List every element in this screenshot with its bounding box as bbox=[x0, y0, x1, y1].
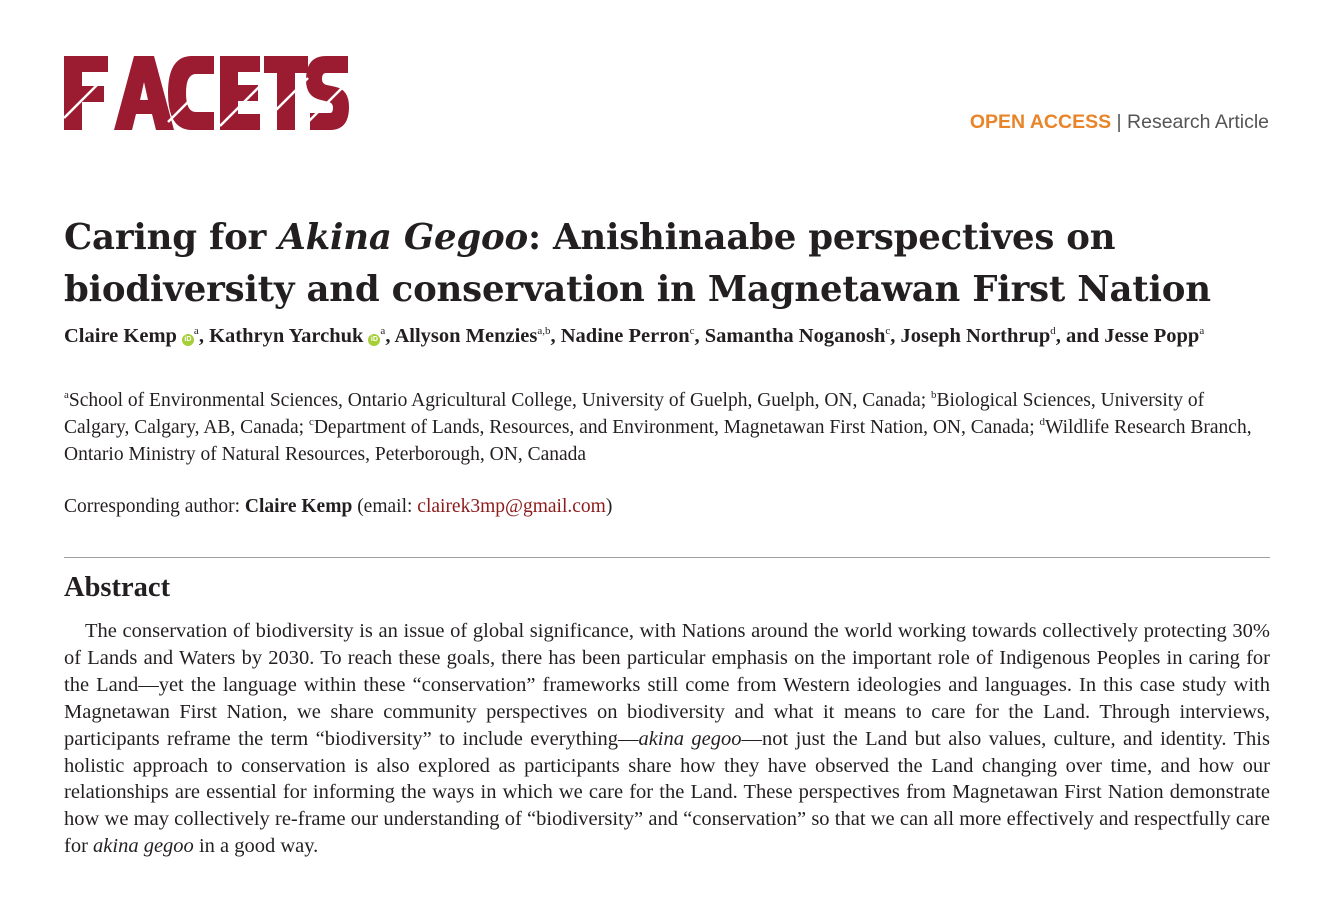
author-name: and Jesse Popp bbox=[1066, 325, 1200, 347]
abstract-text bbox=[64, 618, 1270, 860]
abstract-segment: in a good way. bbox=[193, 835, 319, 858]
affiliation-label: c bbox=[308, 416, 314, 428]
author-affiliation-marker: c bbox=[885, 325, 891, 337]
corr-suffix: ) bbox=[605, 496, 613, 517]
author-affiliation-marker: a bbox=[193, 325, 199, 337]
abstract-segment: The conservation of biodiversity is an issue of global significance, with Nations around the world working towards collectively protecting 30% of Lands and Waters by 2030. To reach these goals, there has been particular emphasis on the important role of Indigenous Peoples in caring for the Land—yet the language within these “conservation” frameworks still come from Western ideologies and languages. In this case study with Magnetawan First Nation, we share community perspectives on biodiversity and what it means to care for the Land. Through interviews, participants reframe the term “biodiversity” to include everything— bbox=[64, 620, 1270, 750]
corr-name: Claire Kemp bbox=[244, 496, 353, 517]
author-name: Claire Kemp bbox=[64, 325, 177, 347]
affiliation-text: Department of Lands, Resources, and Environment, Magnetawan First Nation, ON, Canada; bbox=[313, 417, 1040, 438]
author-name: Nadine Perron bbox=[560, 325, 690, 347]
author-affiliation-marker: a bbox=[380, 325, 386, 337]
title-part2: : Anishinaabe perspectives on biodiversity and conservation in Magnetawan First Nation bbox=[64, 217, 1211, 310]
author-affiliation-marker: a,b bbox=[537, 325, 551, 337]
affiliation-text: Wildlife Research Branch, Ontario Ministry of Natural Resources, Peterborough, ON, Canada bbox=[64, 417, 1252, 465]
affiliation-label: b bbox=[931, 389, 937, 401]
corr-email-prefix: (email: bbox=[352, 496, 418, 517]
affiliation-text: Biological Sciences, University of Calgary, Calgary, AB, Canada; bbox=[64, 390, 1205, 438]
author-affiliation-marker: a bbox=[1199, 325, 1205, 337]
author-affiliation-marker: d bbox=[1050, 325, 1056, 337]
section-divider bbox=[64, 557, 1270, 558]
facets-logo bbox=[64, 52, 349, 132]
abstract-segment: —not just the Land but also values, culture, and identity. This holistic approach to conservation is also explored as participants share how they have observed the Land changing over time, and how our relationships are essential for informing the ways in which we care for the Land. These perspectives from Magnetawan First Nation demonstrate how we may collectively re-frame our understanding of “biodiversity” and “conservation” so that we can all more effectively and respectfully care for bbox=[64, 727, 1270, 858]
affiliation-label: a bbox=[64, 389, 69, 401]
title-part1: Caring for bbox=[64, 217, 279, 258]
affiliations bbox=[64, 387, 1269, 468]
separator: | bbox=[1116, 111, 1122, 133]
facets-logo-mark bbox=[64, 56, 349, 130]
open-access-label[interactable]: OPEN ACCESS bbox=[969, 111, 1112, 133]
corr-email-link[interactable]: clairek3mp@gmail.com bbox=[417, 496, 606, 517]
abstract-italic-term: akina gegoo bbox=[93, 835, 194, 858]
orcid-icon[interactable]: iD bbox=[368, 334, 380, 346]
author-name: Joseph Northrup bbox=[900, 325, 1051, 347]
article-type: Research Article bbox=[1127, 111, 1269, 133]
author-name: Samantha Noganosh bbox=[704, 325, 886, 347]
abstract-italic-term: akina gegoo bbox=[638, 727, 742, 750]
author-list: Claire Kemp $iD^a$, Kathryn Yarchuk $iD^a$, Allyson Menzies$^{a,b}$, Nadine Perron$^c$, Samantha Noganosh$^c$, Joseph Northrup$^d$, and Jesse Popp$^a$ bbox=[64, 325, 1205, 347]
title-italic: Akina Gegoo bbox=[278, 217, 528, 258]
orcid-icon[interactable]: iD bbox=[182, 334, 194, 346]
article-access-label bbox=[970, 111, 1269, 134]
article-title bbox=[64, 212, 1284, 316]
corr-prefix: Corresponding author: bbox=[64, 496, 245, 517]
author-name: Allyson Menzies bbox=[394, 325, 538, 347]
affiliation-label: d bbox=[1039, 416, 1045, 428]
corresponding-author bbox=[64, 493, 612, 520]
author-name: Kathryn Yarchuk bbox=[209, 325, 364, 347]
abstract-heading: Abstract bbox=[64, 572, 171, 603]
author-affiliation-marker: c bbox=[689, 325, 695, 337]
affiliation-text: School of Environmental Sciences, Ontario Agricultural College, University of Guelph, Guelph, ON, Canada; bbox=[68, 390, 932, 411]
